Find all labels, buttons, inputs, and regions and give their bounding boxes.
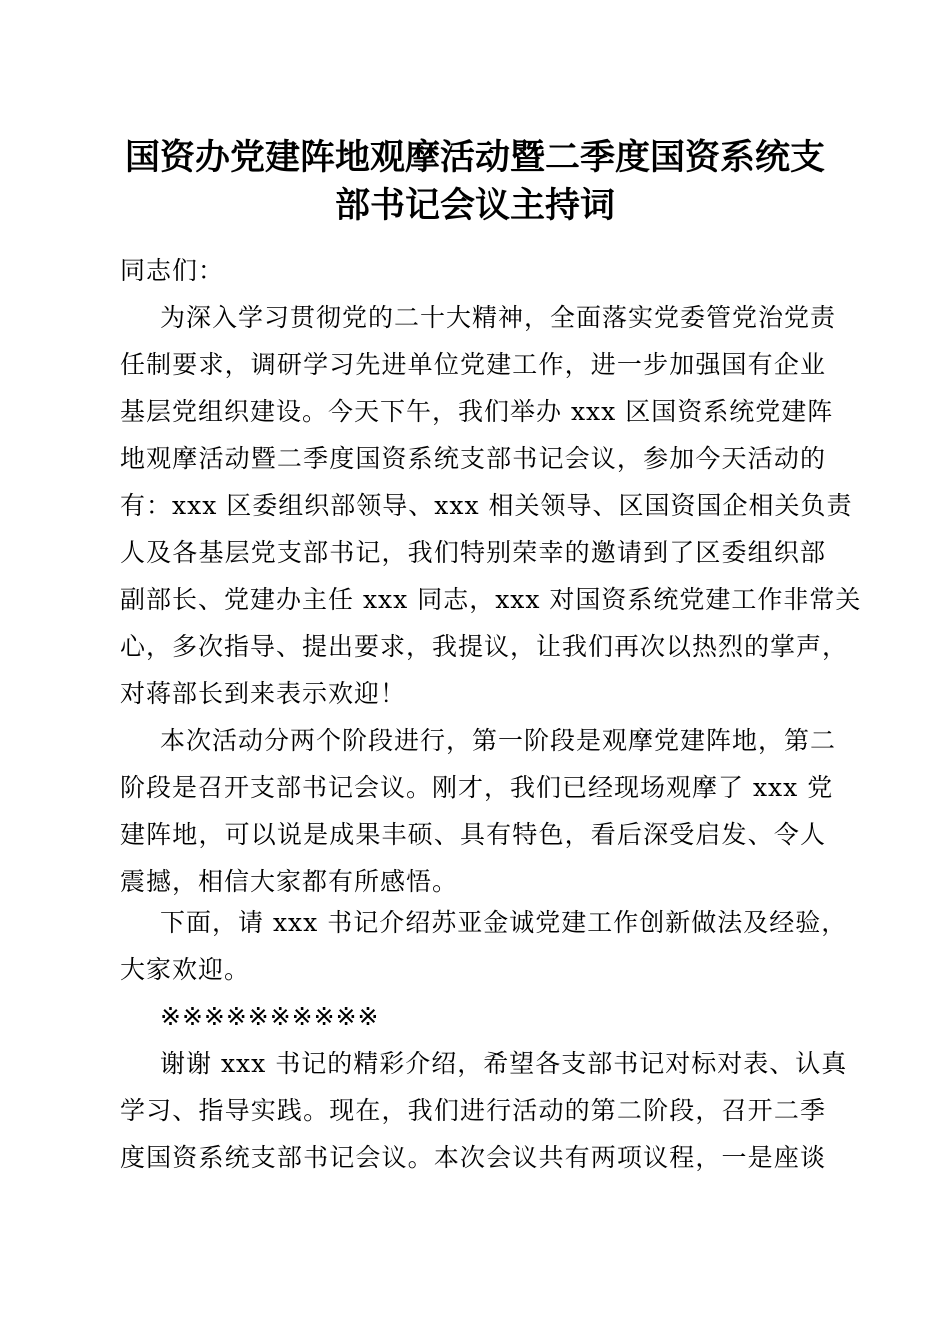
paragraph-1-line-8: 心，多次指导、提出要求，我提议，让我们再次以热烈的掌声，: [120, 632, 849, 661]
paragraph-3-line-2: 大家欢迎。: [120, 955, 251, 984]
paragraph-1-line-2: 任制要求，调研学习先进单位党建工作，进一步加强国有企业: [120, 350, 826, 379]
paragraph-4-line-3: 度国资系统支部书记会议。本次会议共有两项议程，一是座谈: [120, 1143, 826, 1172]
paragraph-4-line-2: 学习、指导实践。现在，我们进行活动的第二阶段，召开二季: [120, 1096, 826, 1125]
paragraph-1-line-7: 副部长、党建办主任 xxx 同志，xxx 对国资系统党建工作非常关: [120, 585, 862, 614]
paragraph-1-line-9: 对蒋部长到来表示欢迎！: [120, 679, 407, 708]
paragraph-3-line-1: 下面，请 xxx 书记介绍苏亚金诚党建工作创新做法及经验，: [160, 908, 848, 937]
salutation: 同志们：: [120, 256, 225, 285]
paragraph-4-line-1: 谢谢 xxx 书记的精彩介绍，希望各支部书记对标对表、认真: [160, 1049, 848, 1078]
paragraph-1-line-6: 人及各基层党支部书记，我们特别荣幸的邀请到了区委组织部: [120, 538, 826, 567]
paragraph-1-line-5: 有：xxx 区委组织部领导、xxx 相关领导、区国资国企相关负责: [120, 491, 853, 520]
document-title-line-2: 部书记会议主持词: [334, 186, 615, 226]
paragraph-2-line-3: 建阵地，可以说是成果丰硕、具有特色，看后深受启发、令人: [120, 820, 826, 849]
paragraph-1-line-4: 地观摩活动暨二季度国资系统支部书记会议，参加今天活动的: [120, 444, 826, 473]
document-title-line-1: 国资办党建阵地观摩活动暨二季度国资系统支: [124, 138, 825, 178]
paragraph-2-line-1: 本次活动分两个阶段进行，第一阶段是观摩党建阵地，第二: [160, 726, 837, 755]
paragraph-1-line-1: 为深入学习贯彻党的二十大精神，全面落实党委管党治党责: [160, 303, 837, 332]
paragraph-2-line-4: 震撼，相信大家都有所感悟。: [120, 867, 459, 896]
section-separator: ※※※※※※※※※※: [160, 1002, 380, 1031]
paragraph-2-line-2: 阶段是召开支部书记会议。刚才，我们已经现场观摩了 xxx 党: [120, 773, 834, 802]
paragraph-1-line-3: 基层党组织建设。今天下午，我们举办 xxx 区国资系统党建阵: [120, 397, 834, 426]
